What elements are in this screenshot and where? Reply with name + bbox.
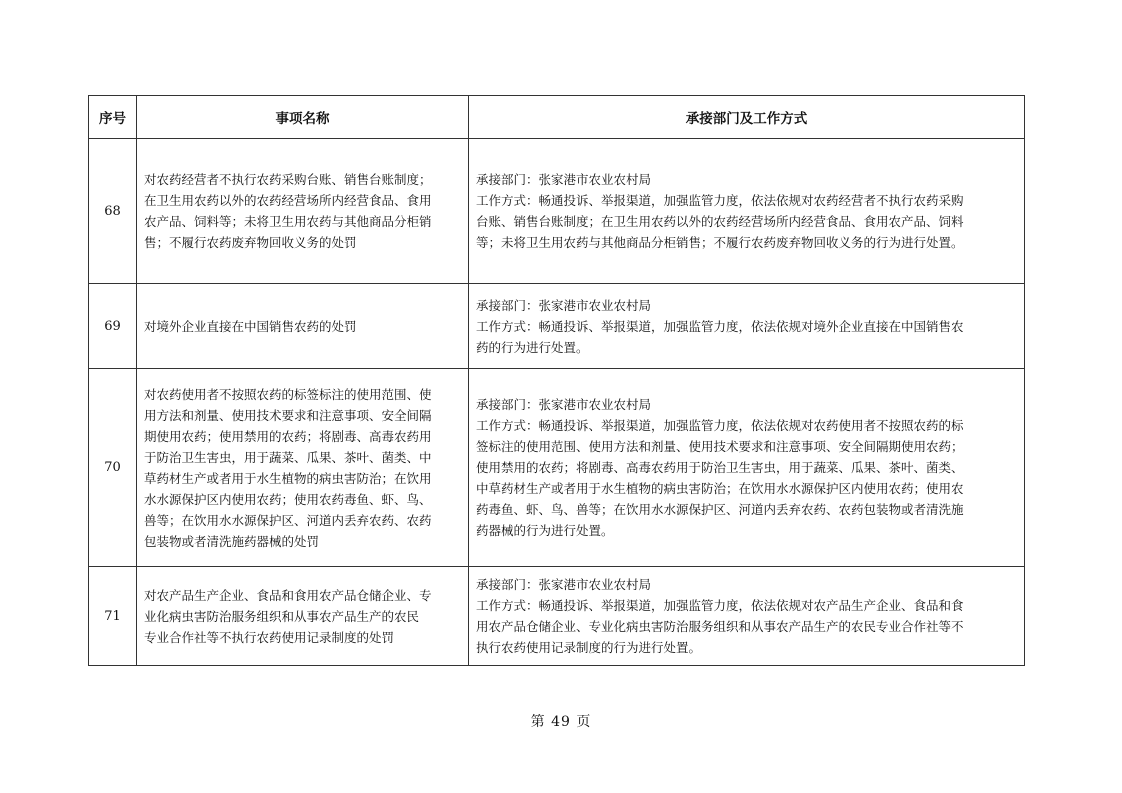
row-number: 70	[89, 369, 137, 567]
table-row	[89, 284, 1025, 369]
text-line: 草药材生产或者用于水生植物的病虫害防治；在饮用	[144, 470, 432, 486]
document-table-container	[88, 95, 1024, 666]
text-line: 用方法和剂量、使用技术要求和注意事项、安全间隔	[144, 407, 432, 423]
matter-name-cell	[137, 369, 469, 567]
text-line: 药的行为进行处置。	[476, 339, 589, 355]
header-matter-name: 事项名称	[137, 96, 469, 139]
text-line: 工作方式：畅通投诉、举报渠道，加强监管力度，依法依规对农药经营者不执行农药采购	[476, 193, 964, 208]
text-line: 工作方式：畅通投诉、举报渠道，加强监管力度，依法依规对境外企业直接在中国销售农	[476, 318, 964, 334]
text-line: 承接部门：张家港市农业农村局	[476, 172, 652, 187]
text-line: 承接部门：张家港市农业农村局	[476, 297, 652, 313]
text-line: 用农产品仓储企业、专业化病虫害防治服务组织和从事农产品生产的农民专业合作社等不	[476, 619, 964, 634]
text-line: 执行农药使用记录制度的行为进行处置。	[476, 640, 702, 655]
text-line: 于防治卫生害虫，用于蔬菜、瓜果、茶叶、菌类、中	[144, 449, 432, 465]
table-row	[89, 139, 1025, 284]
matters-table	[88, 95, 1025, 666]
text-line: 对农产品生产企业、食品和食用农产品仓储企业、专	[144, 587, 432, 603]
header-department-method: 承接部门及工作方式	[469, 96, 1025, 139]
text-line: 等；未将卫生用农药与其他商品分柜销售；不履行农药废弃物回收义务的行为进行处置。	[476, 235, 964, 250]
text-line: 业化病虫害防治服务组织和从事农产品生产的农民	[144, 608, 420, 624]
department-method-cell	[469, 139, 1025, 284]
table-row	[89, 567, 1025, 666]
text-line: 承接部门：张家港市农业农村局	[476, 577, 652, 592]
text-line: 包装物或者清洗施药器械的处罚	[144, 533, 320, 549]
matter-name-cell	[137, 284, 469, 369]
text-line: 中草药材生产或者用于水生植物的病虫害防治；在饮用水水源保护区内使用农药；使用农	[476, 481, 964, 496]
text-line: 药器械的行为进行处置。	[476, 523, 614, 538]
text-line: 兽等；在饮用水水源保护区、河道内丢弃农药、农药	[144, 512, 432, 528]
text-line: 台账、销售台账制度；在卫生用农药以外的农药经营场所内经营食品、食用农产品、饲料	[476, 214, 964, 229]
matter-name-cell	[137, 567, 469, 666]
department-method-cell	[469, 369, 1025, 567]
text-line: 使用禁用的农药；将剧毒、高毒农药用于防治卫生害虫，用于蔬菜、瓜果、茶叶、菌类、	[476, 460, 964, 475]
text-line: 对境外企业直接在中国销售农药的处罚	[144, 318, 357, 334]
matter-name-cell	[137, 139, 469, 284]
text-line: 水水源保护区内使用农药；使用农药毒鱼、虾、鸟、	[144, 491, 432, 507]
row-number: 71	[89, 567, 137, 666]
text-line: 工作方式：畅通投诉、举报渠道，加强监管力度，依法依规对农产品生产企业、食品和食	[476, 598, 964, 613]
text-line: 对农药经营者不执行农药采购台账、销售台账制度；	[144, 172, 432, 187]
header-seq: 序号	[89, 96, 137, 139]
table-header-row	[89, 96, 1025, 139]
text-line: 工作方式：畅通投诉、举报渠道，加强监管力度，依法依规对农药使用者不按照农药的标	[476, 418, 964, 433]
text-line: 在卫生用农药以外的农药经营场所内经营食品、食用	[144, 193, 432, 208]
row-number: 69	[89, 284, 137, 369]
text-line: 专业合作社等不执行农药使用记录制度的处罚	[144, 629, 395, 645]
text-line: 农产品、饲料等；未将卫生用农药与其他商品分柜销	[144, 214, 432, 229]
department-method-cell	[469, 284, 1025, 369]
row-number: 68	[89, 139, 137, 284]
text-line: 药毒鱼、虾、鸟、兽等；在饮用水水源保护区、河道内丢弃农药、农药包装物或者清洗施	[476, 502, 964, 517]
page-number: 第 49 页	[530, 714, 592, 730]
text-line: 售；不履行农药废弃物回收义务的处罚	[144, 235, 357, 250]
department-method-cell	[469, 567, 1025, 666]
text-line: 期使用农药；使用禁用的农药；将剧毒、高毒农药用	[144, 428, 432, 444]
text-line: 承接部门：张家港市农业农村局	[476, 397, 652, 412]
text-line: 对农药使用者不按照农药的标签标注的使用范围、使	[144, 386, 432, 402]
text-line: 签标注的使用范围、使用方法和剂量、使用技术要求和注意事项、安全间隔期使用农药；	[476, 439, 964, 454]
table-row	[89, 369, 1025, 567]
